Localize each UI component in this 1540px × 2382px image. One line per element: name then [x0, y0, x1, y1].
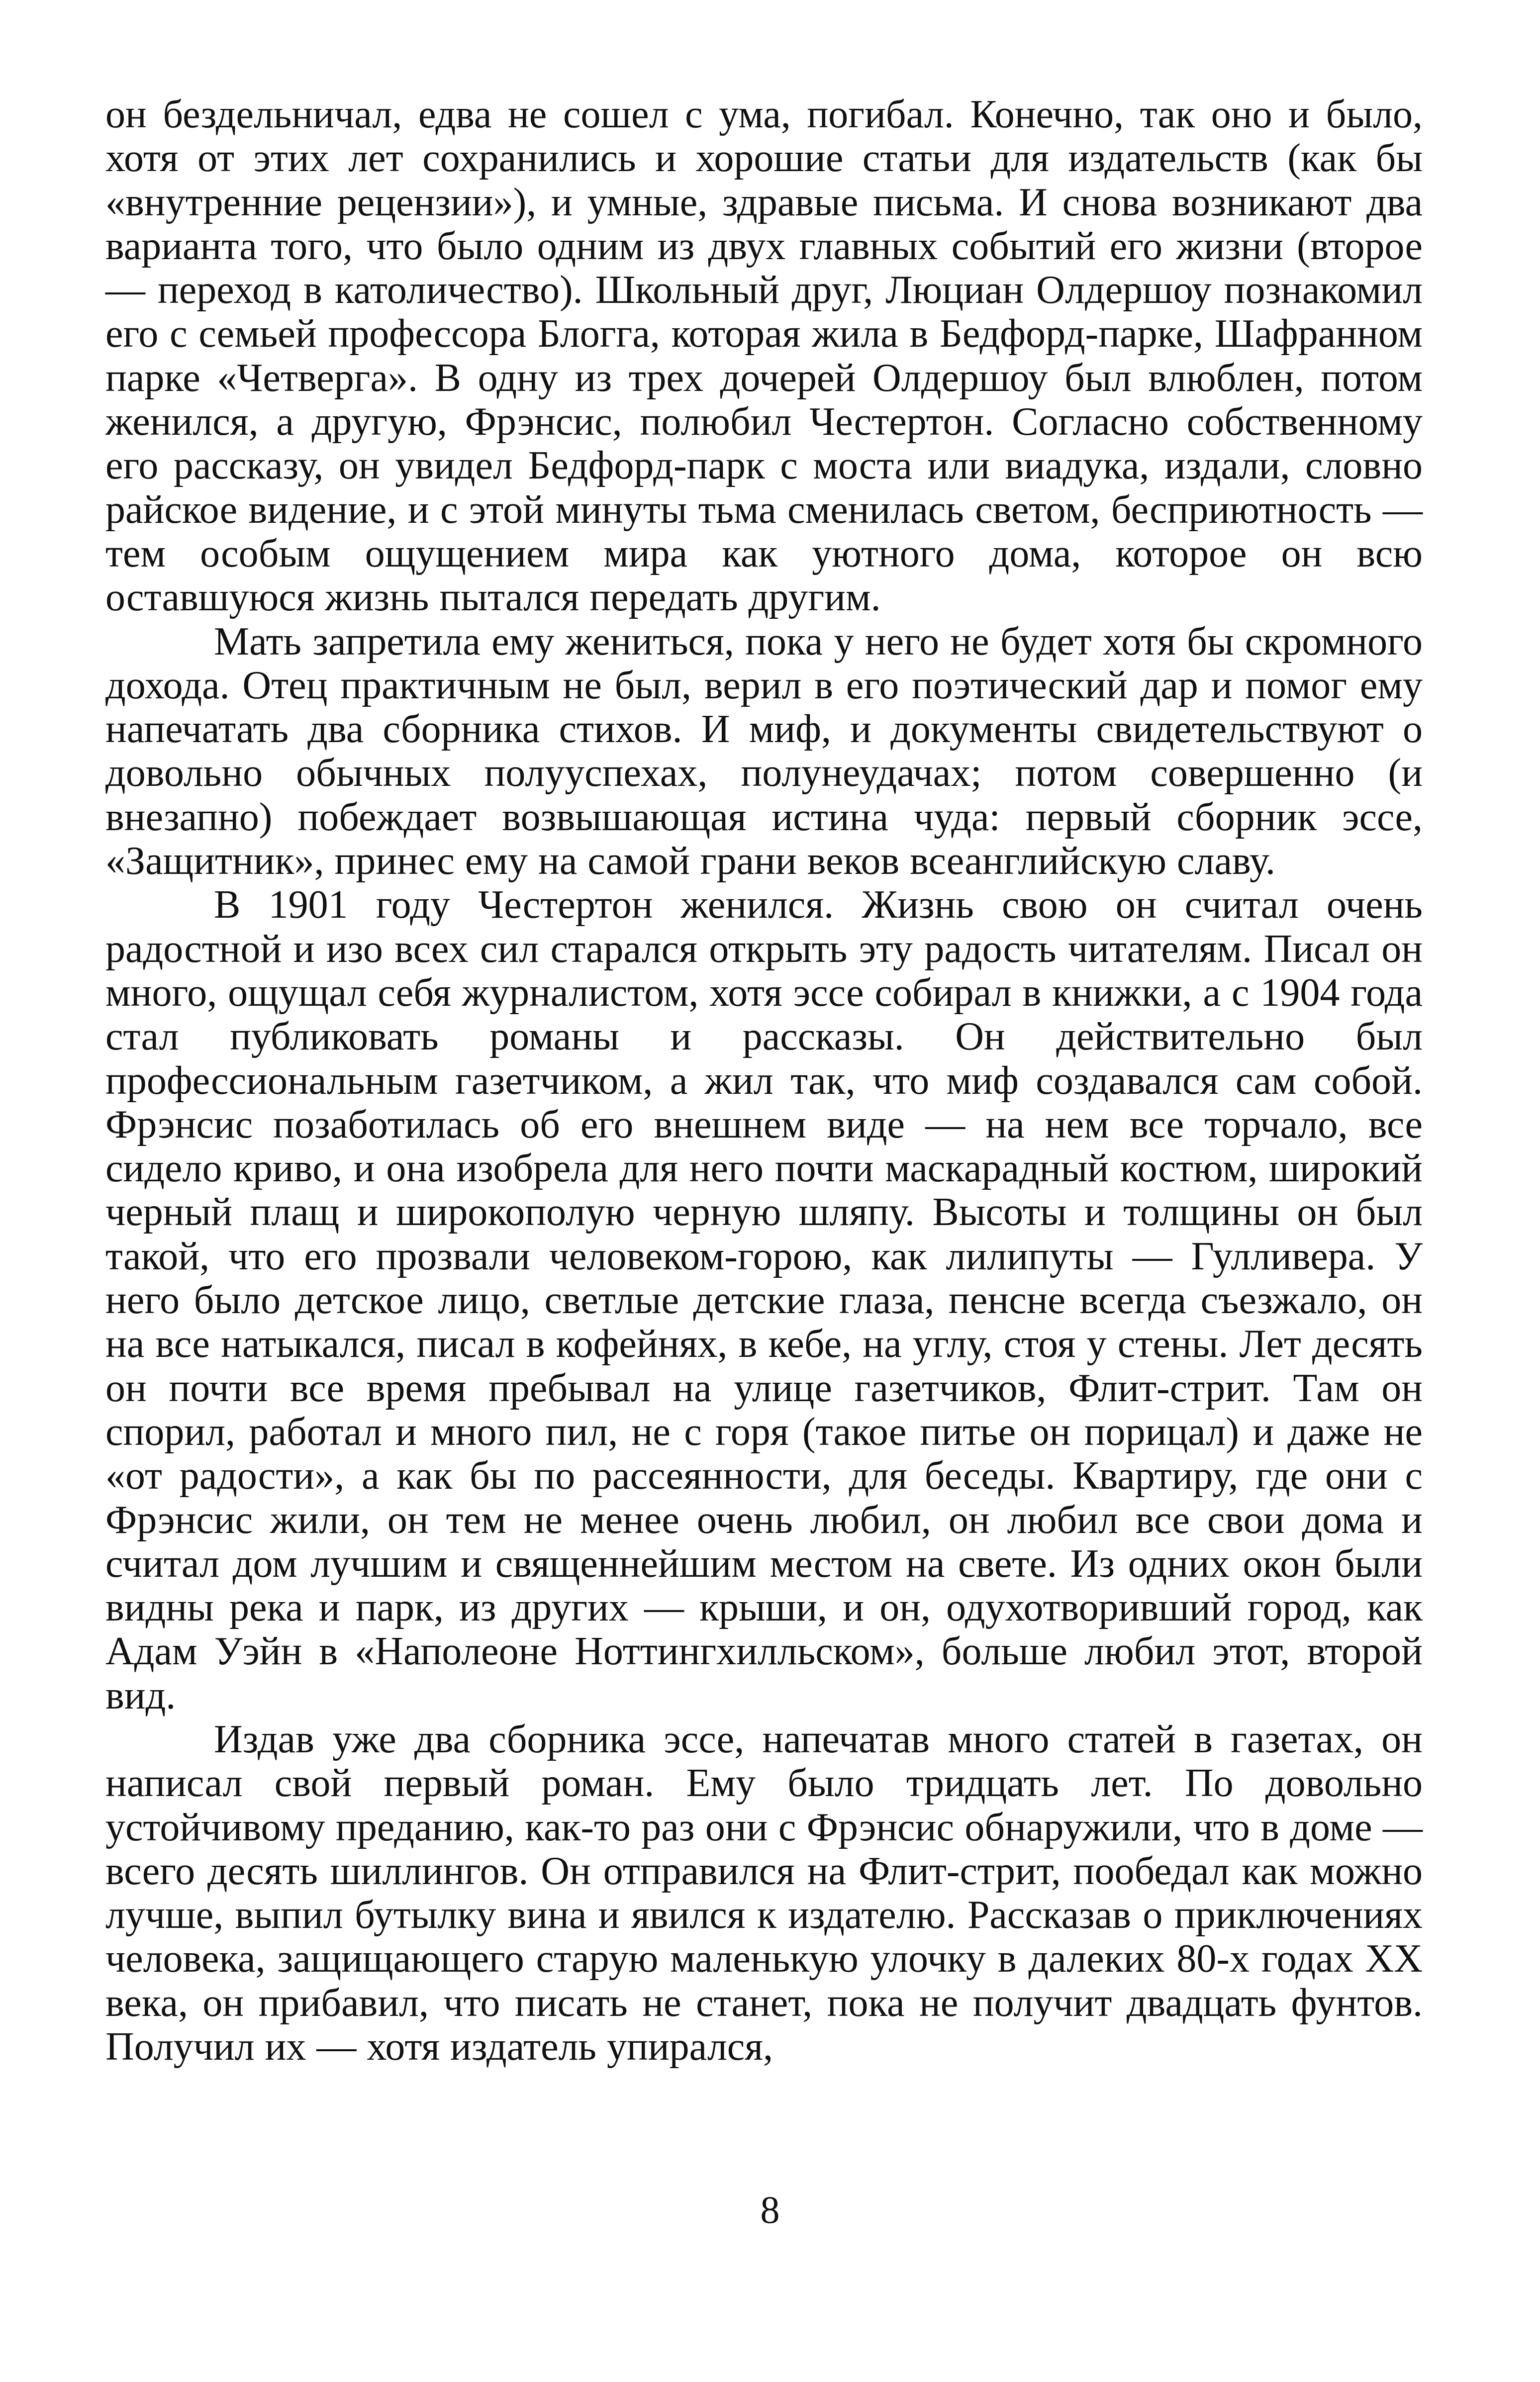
body-text — [105, 93, 1423, 2069]
paragraph-4: Издав уже два сборника эссе, напечатав много статей в газетах, он написал свой первый роман. Ему было тридцать лет. По довольно устойчивому преданию, как-то раз они с Фрэнсис обнаружили, что в доме — всего десять шиллингов. Он отправился на Флит-стрит, пообедал как можно лучше, выпил бутылку вина и явился к издателю. Рассказав о приключениях человека, защищающего старую маленькую улочку в далеких 80-х годах XX века, он прибавил, что писать не станет, пока не получит двадцать фунтов. Получил их — хотя издатель упирался, — [105, 1717, 1423, 2069]
paragraph-1: он бездельничал, едва не сошел с ума, погибал. Конечно, так оно и было, хотя от этих лет сохранились и хорошие статьи для издательств (как бы «внутренние рецензии»), и умные, здравые письма. И снова возникают два варианта того, что было одним из двух главных событий его жизни (второе — переход в католичество). Школьный друг, Люциан Олдершоу познакомил его с семьей профессора Блогга, которая жила в Бедфорд-парке, Шафранном парке «Четверга». В одну из трех дочерей Олдершоу был влюблен, потом женился, а другую, Фрэнсис, полюбил Честертон. Согласно собственному его рассказу, он увидел Бедфорд-парк с моста или виадука, издали, словно райское видение, и с этой минуты тьма сменилась светом, бесприютность — тем особым ощущением мира как уютного дома, которое он всю оставшуюся жизнь пытался передать другим. — [105, 93, 1423, 620]
paragraph-2: Мать запретила ему жениться, пока у него не будет хотя бы скромного дохода. Отец практичным не был, верил в его поэтический дар и помог ему напечатать два сборника стихов. И миф, и документы свидетельствуют о довольно обычных полууспехах, полунеудачах; потом совершенно (и внезапно) побеждает возвышающая истина чуда: первый сборник эссе, «Защитник», принес ему на самой грани веков всеанглийскую славу. — [105, 619, 1423, 883]
paragraph-3: В 1901 году Честертон женился. Жизнь свою он считал очень радостной и изо всех сил старался открыть эту радость читателям. Писал он много, ощущал себя журналистом, хотя эссе собирал в книжки, а с 1904 года стал публиковать романы и рассказы. Он действительно был профессиональным газетчиком, а жил так, что миф создавался сам собой. Фрэнсис позаботилась об его внешнем виде — на нем все торчало, все сидело криво, и она изобрела для него почти маскарадный костюм, широкий черный плащ и широкополую черную шляпу. Высоты и толщины он был такой, что его прозвали человеком-горою, как лилипуты — Гулливера. У него было детское лицо, светлые детские глаза, пенсне всегда съезжало, он на все натыкался, писал в кофейнях, в кебе, на углу, стоя у стены. Лет десять он почти все время пребывал на улице газетчиков, Флит-стрит. Там он спорил, работал и много пил, не с горя (такое питье он порицал) и даже не «от радости», а как бы по рассеянности, для беседы. Квартиру, где они с Фрэнсис жили, он тем не менее очень любил, он любил все свои дома и считал дом лучшим и священнейшим местом на свете. Из одних окон были видны река и парк, из других — крыши, и он, одухотворивший город, как Адам Уэйн в «Наполеоне Ноттингхилльском», больше любил этот, второй вид. — [105, 883, 1423, 1717]
page-number: 8 — [760, 2188, 780, 2231]
